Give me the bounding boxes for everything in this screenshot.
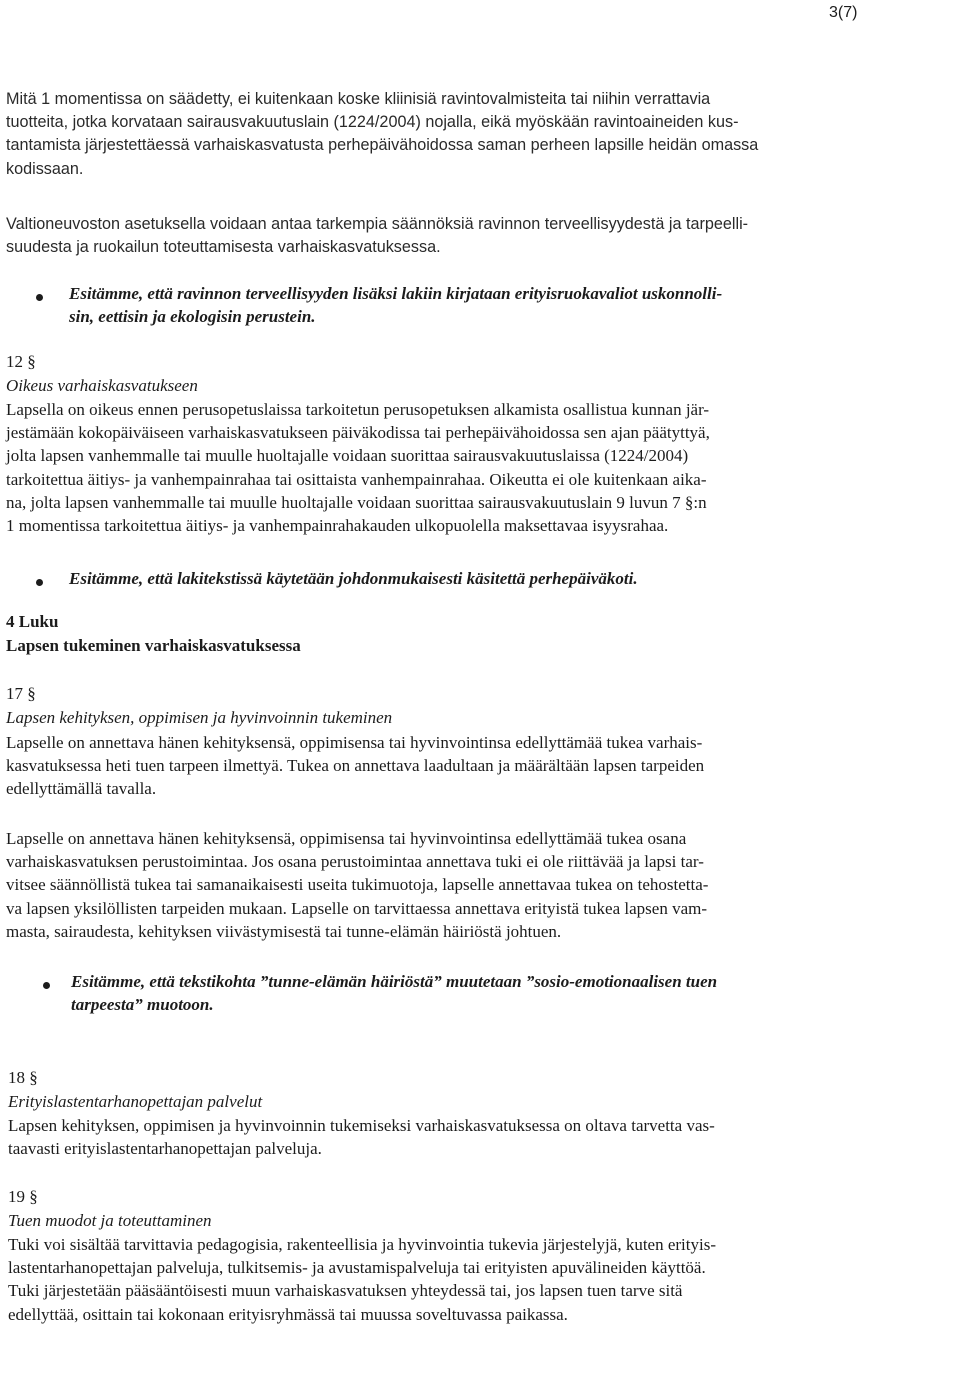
proposal-bullet-diets [69,282,722,328]
text-line: jestämään kokopäiväiseen varhaiskasvatukseen päiväkodissa tai perhepäivähoidossa sen ajan päätyttyä, [6,423,710,443]
text-line: varhaiskasvatuksen perustoimintaa. Jos osana perustoimintaa annettava tuki ei ole riittävää ja lapsi tar- [6,852,704,872]
intro-paragraph [6,88,758,181]
text-line: tantamista järjestettäessä varhaiskasvatusta perhepäivähoidossa saman perheen lapsille heidän omassa [6,136,759,155]
chapter-number: 4 Luku [6,612,59,631]
section-12-number: 12 § [6,352,36,371]
text-line: suudesta ja ruokailun toteuttamisesta varhaiskasvatuksessa. [6,238,441,257]
text-line: edellyttämällä tavalla. [6,779,157,799]
text-line: kodissaan. [6,159,84,178]
text-line: Valtioneuvoston asetuksella voidaan antaa tarkempia säännöksiä ravinnon terveellisyydestä ja tarpeelli- [6,215,749,233]
section-17-title: Lapsen kehityksen, oppimisen ja hyvinvoinnin tukeminen [6,708,393,727]
section-12-title: Oikeus varhaiskasvatukseen [6,376,198,395]
bullet-icon [36,579,43,586]
text-line: edellyttää, osittain tai kokonaan erityisryhmässä tai muussa soveltuvassa paikassa. [8,1304,568,1324]
text-line: taavasti erityislastentarhanopettajan palveluja. [8,1139,322,1159]
section-12-body [6,398,710,537]
text-line: tarkoitettua äitiys- ja vanhempainrahaa tai osittaista vanhempainrahaa. Oikeutta ei ole kuitenkaan aika- [6,469,707,489]
page-number: 3(7) [829,4,858,21]
decree-paragraph [6,213,748,259]
text-line: masta, sairaudesta, kehityksen viivästymisestä tai tunne-elämän häiriöstä johtuen. [6,921,562,941]
text-line: kasvatuksessa heti tuen tarpeen ilmettyä. Tukea on annettava laadultaan ja määrältään lapsen tarpeiden [6,756,705,776]
text-line: vitsee säännöllistä tukea tai samanaikaisesti useita tukimuotoja, lapselle annettavaa tukea on tehostetta- [6,875,709,895]
text-line: Lapselle on annettava hänen kehityksensä, oppimisensa tai hyvinvointinsa edellyttämää tukea varhais- [6,733,703,752]
text-line: jolta lapsen vanhemmalle tai muulle huoltajalle voidaan suorittaa sairausvakuutuslaissa (1224/2004) [6,446,689,466]
proposal-bullet-terminology [69,567,638,590]
bullet-icon [43,982,50,989]
text-line: Lapsella on oikeus ennen perusopetuslaissa tarkoitetun perusopetuksen alkamista osallistua kunnan jär- [6,400,710,419]
chapter-title: Lapsen tukeminen varhaiskasvatuksessa [6,636,301,655]
text-line: Mitä 1 momentissa on säädetty, ei kuitenkaan koske kliinisiä ravintovalmisteita tai niihin verrattavia [6,90,711,108]
section-19-number: 19 § [8,1187,38,1206]
text-line: Tuki voi sisältää tarvittavia pedagogisia, rakenteellisia ja hyvinvointia tukevia järjestelyjä, kuten erityis- [8,1235,716,1254]
text-line: Lapsen kehityksen, oppimisen ja hyvinvoinnin tukemiseksi varhaiskasvatuksessa on oltava tarvetta vas- [8,1116,715,1135]
text-line: Esitämme, että ravinnon terveellisyyden lisäksi lakiin kirjataan erityisruokavaliot uskonnolli- [69,284,723,303]
text-line: 1 momentissa tarkoitettua äitiys- ja vanhempainrahakauden ulkopuolella maksettavaa isyysrahaa. [6,516,669,536]
section-17-body-1 [6,731,704,801]
section-17-body-2 [6,827,708,943]
section-19-body [8,1233,716,1326]
section-18-body [8,1114,715,1160]
section-18-number: 18 § [8,1068,38,1087]
proposal-bullet-wording [71,970,717,1016]
text-line: va lapsen yksilöllisten tarpeiden mukaan. Lapselle on tarvittaessa annettava erityistä tukea lapsen vam- [6,898,708,918]
text-line: tuotteita, jotka korvataan sairausvakuutuslain (1224/2004) nojalla, eikä myöskään ravintoaineiden kus- [6,113,739,132]
text-line: Lapselle on annettava hänen kehityksensä, oppimisensa tai hyvinvointinsa edellyttämää tukea osana [6,829,687,848]
text-line: Tuki järjestetään pääsääntöisesti muun varhaiskasvatuksen yhteydessä tai, jos lapsen tuen tarve sitä [8,1281,683,1301]
text-line: na, jolta lapsen vanhemmalle tai muulle huoltajalle voidaan suorittaa sairausvakuutuslain 9 luvun 7 §:n [6,492,707,512]
section-19-title: Tuen muodot ja toteuttaminen [8,1211,212,1230]
text-line: Esitämme, että tekstikohta ”tunne-elämän häiriöstä” muutetaan ”sosio-emotionaalisen tuen [71,972,718,991]
text-line: Esitämme, että lakitekstissä käytetään johdonmukaisesti käsitettä perhepäiväkoti. [69,569,638,588]
section-17-number: 17 § [6,684,36,703]
text-line: lastentarhanopettajan palveluja, tulkitsemis- ja avustamispalveluja tai erityisten apuvälineiden käyttöä. [8,1258,706,1278]
text-line: tarpeesta” muotoon. [71,995,214,1015]
bullet-icon [36,294,43,301]
text-line: sin, eettisin ja ekologisin perustein. [69,307,316,327]
section-18-title: Erityislastentarhanopettajan palvelut [8,1092,263,1111]
